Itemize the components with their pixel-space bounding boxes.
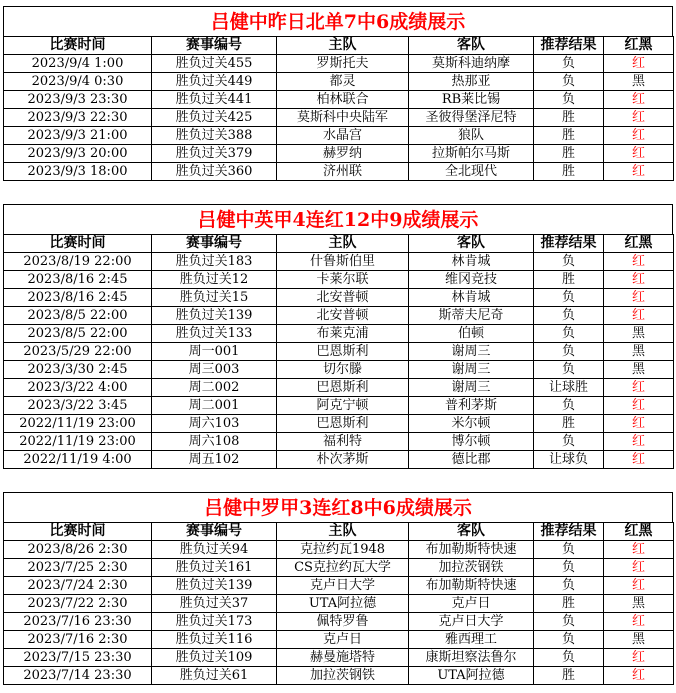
- table-row: [4, 451, 674, 469]
- match-id: 胜负过关441: [152, 91, 277, 109]
- match-id: 周六108: [152, 433, 277, 451]
- results-section-beidan: [3, 6, 673, 181]
- recommendation: 胜: [534, 145, 604, 163]
- result-badge: 黑: [604, 631, 674, 649]
- column-header: 推荐结果: [534, 235, 604, 253]
- recommendation: 负: [534, 613, 604, 631]
- table-row: [4, 55, 674, 73]
- home-team: 福利特: [277, 433, 409, 451]
- result-badge: 红: [604, 91, 674, 109]
- home-team: 水晶宫: [277, 127, 409, 145]
- column-header: 主队: [277, 523, 409, 541]
- result-badge: 红: [604, 613, 674, 631]
- recommendation: 负: [534, 343, 604, 361]
- away-team: 谢周三: [409, 379, 534, 397]
- match-time: 2023/9/3 18:00: [4, 163, 152, 181]
- result-badge: 红: [604, 145, 674, 163]
- column-header: 推荐结果: [534, 37, 604, 55]
- match-id: 胜负过关388: [152, 127, 277, 145]
- recommendation: 负: [534, 307, 604, 325]
- recommendation: 负: [534, 631, 604, 649]
- recommendation: 让球胜: [534, 379, 604, 397]
- recommendation: 胜: [534, 109, 604, 127]
- home-team: 莫斯科中央陆军: [277, 109, 409, 127]
- recommendation: 负: [534, 91, 604, 109]
- away-team: 布加勒斯特快速: [409, 541, 534, 559]
- result-badge: 红: [604, 415, 674, 433]
- home-team: 克卢日: [277, 631, 409, 649]
- table-row: [4, 271, 674, 289]
- header-row: [4, 523, 674, 541]
- column-header: 赛事编号: [152, 523, 277, 541]
- recommendation: 负: [534, 253, 604, 271]
- home-team: 赫罗纳: [277, 145, 409, 163]
- column-header: 赛事编号: [152, 235, 277, 253]
- away-team: 热那亚: [409, 73, 534, 91]
- home-team: 柏林联合: [277, 91, 409, 109]
- home-team: 佩特罗鲁: [277, 613, 409, 631]
- match-id: 胜负过关173: [152, 613, 277, 631]
- result-badge: 红: [604, 127, 674, 145]
- result-badge: 红: [604, 559, 674, 577]
- match-time: 2023/9/3 20:00: [4, 145, 152, 163]
- table-row: [4, 163, 674, 181]
- match-id: 周一001: [152, 343, 277, 361]
- match-time: 2023/3/22 3:45: [4, 397, 152, 415]
- home-team: CS克拉约瓦大学: [277, 559, 409, 577]
- column-header: 比赛时间: [4, 523, 152, 541]
- home-team: 加拉茨钢铁: [277, 667, 409, 685]
- table-row: [4, 343, 674, 361]
- table-row: [4, 667, 674, 685]
- match-time: 2023/8/19 22:00: [4, 253, 152, 271]
- table-row: [4, 397, 674, 415]
- table-row: [4, 73, 674, 91]
- recommendation: 负: [534, 325, 604, 343]
- match-time: 2023/3/30 2:45: [4, 361, 152, 379]
- home-team: 巴恩斯利: [277, 379, 409, 397]
- match-time: 2023/7/16 2:30: [4, 631, 152, 649]
- home-team: 济州联: [277, 163, 409, 181]
- match-id: 胜负过关61: [152, 667, 277, 685]
- recommendation: 负: [534, 397, 604, 415]
- match-time: 2023/7/16 23:30: [4, 613, 152, 631]
- away-team: 全北现代: [409, 163, 534, 181]
- home-team: 巴恩斯利: [277, 343, 409, 361]
- away-team: 克卢日大学: [409, 613, 534, 631]
- recommendation: 胜: [534, 415, 604, 433]
- header-row: [4, 37, 674, 55]
- away-team: 莫斯科迪纳摩: [409, 55, 534, 73]
- recommendation: 胜: [534, 667, 604, 685]
- home-team: 巴恩斯利: [277, 415, 409, 433]
- results-section-romania-liga1: [3, 492, 673, 685]
- column-header: 红黑: [604, 235, 674, 253]
- recommendation: 胜: [534, 595, 604, 613]
- section-title: 吕健中英甲4连红12中9成绩展示: [3, 204, 673, 234]
- match-time: 2023/3/22 4:00: [4, 379, 152, 397]
- match-time: 2023/7/22 2:30: [4, 595, 152, 613]
- table-row: [4, 631, 674, 649]
- table-row: [4, 577, 674, 595]
- home-team: 卡莱尔联: [277, 271, 409, 289]
- away-team: 谢周三: [409, 361, 534, 379]
- section-title: 吕健中罗甲3连红8中6成绩展示: [3, 492, 673, 522]
- column-header: 比赛时间: [4, 235, 152, 253]
- column-header: 红黑: [604, 523, 674, 541]
- table-row: [4, 613, 674, 631]
- table-row: [4, 541, 674, 559]
- column-header: 客队: [409, 523, 534, 541]
- home-team: 赫曼施塔特: [277, 649, 409, 667]
- away-team: 维冈竞技: [409, 271, 534, 289]
- recommendation: 让球负: [534, 451, 604, 469]
- table-row: [4, 307, 674, 325]
- home-team: 北安普顿: [277, 289, 409, 307]
- table-row: [4, 145, 674, 163]
- away-team: 谢周三: [409, 343, 534, 361]
- match-time: 2022/11/19 4:00: [4, 451, 152, 469]
- recommendation: 负: [534, 433, 604, 451]
- match-time: 2023/8/5 22:00: [4, 325, 152, 343]
- column-header: 主队: [277, 37, 409, 55]
- result-badge: 红: [604, 397, 674, 415]
- match-id: 胜负过关139: [152, 577, 277, 595]
- recommendation: 胜: [534, 127, 604, 145]
- match-id: 胜负过关37: [152, 595, 277, 613]
- table-row: [4, 361, 674, 379]
- away-team: 加拉茨钢铁: [409, 559, 534, 577]
- match-time: 2023/9/3 21:00: [4, 127, 152, 145]
- recommendation: 负: [534, 649, 604, 667]
- results-table: [3, 522, 674, 685]
- match-time: 2023/9/3 22:30: [4, 109, 152, 127]
- match-id: 胜负过关94: [152, 541, 277, 559]
- match-id: 胜负过关449: [152, 73, 277, 91]
- match-time: 2023/7/14 23:30: [4, 667, 152, 685]
- result-badge: 红: [604, 379, 674, 397]
- table-row: [4, 325, 674, 343]
- home-team: 什鲁斯伯里: [277, 253, 409, 271]
- table-row: [4, 253, 674, 271]
- match-time: 2023/9/3 23:30: [4, 91, 152, 109]
- match-id: 周三003: [152, 361, 277, 379]
- match-id: 胜负过关183: [152, 253, 277, 271]
- away-team: 博尔顿: [409, 433, 534, 451]
- result-badge: 红: [604, 577, 674, 595]
- column-header: 红黑: [604, 37, 674, 55]
- result-badge: 红: [604, 541, 674, 559]
- match-id: 周二001: [152, 397, 277, 415]
- recommendation: 负: [534, 55, 604, 73]
- result-badge: 黑: [604, 343, 674, 361]
- header-row: [4, 235, 674, 253]
- match-time: 2023/8/16 2:45: [4, 289, 152, 307]
- result-badge: 红: [604, 667, 674, 685]
- table-row: [4, 433, 674, 451]
- home-team: 朴次茅斯: [277, 451, 409, 469]
- result-badge: 黑: [604, 325, 674, 343]
- match-time: 2023/8/5 22:00: [4, 307, 152, 325]
- table-row: [4, 127, 674, 145]
- away-team: 康斯坦察法鲁尔: [409, 649, 534, 667]
- column-header: 主队: [277, 235, 409, 253]
- table-row: [4, 379, 674, 397]
- away-team: 伯顿: [409, 325, 534, 343]
- match-id: 胜负过关425: [152, 109, 277, 127]
- recommendation: 负: [534, 73, 604, 91]
- away-team: 圣彼得堡泽尼特: [409, 109, 534, 127]
- result-badge: 黑: [604, 73, 674, 91]
- away-team: 斯蒂夫尼奇: [409, 307, 534, 325]
- home-team: 北安普顿: [277, 307, 409, 325]
- section-title: 吕健中昨日北单7中6成绩展示: [3, 6, 673, 36]
- column-header: 比赛时间: [4, 37, 152, 55]
- result-badge: 红: [604, 271, 674, 289]
- home-team: 布莱克浦: [277, 325, 409, 343]
- result-badge: 红: [604, 289, 674, 307]
- home-team: 克卢日大学: [277, 577, 409, 595]
- home-team: 罗斯托夫: [277, 55, 409, 73]
- match-id: 周六103: [152, 415, 277, 433]
- match-time: 2023/9/4 1:00: [4, 55, 152, 73]
- result-badge: 黑: [604, 361, 674, 379]
- away-team: 狼队: [409, 127, 534, 145]
- home-team: UTA阿拉德: [277, 595, 409, 613]
- away-team: 雅西理工: [409, 631, 534, 649]
- recommendation: 胜: [534, 271, 604, 289]
- home-team: 都灵: [277, 73, 409, 91]
- result-badge: 红: [604, 451, 674, 469]
- match-id: 胜负过关455: [152, 55, 277, 73]
- table-row: [4, 415, 674, 433]
- home-team: 切尔滕: [277, 361, 409, 379]
- away-team: 布加勒斯特快速: [409, 577, 534, 595]
- recommendation: 负: [534, 289, 604, 307]
- results-table: [3, 234, 674, 469]
- match-time: 2023/5/29 22:00: [4, 343, 152, 361]
- away-team: 克卢日: [409, 595, 534, 613]
- match-id: 周二002: [152, 379, 277, 397]
- home-team: 阿克宁顿: [277, 397, 409, 415]
- match-time: 2022/11/19 23:00: [4, 415, 152, 433]
- match-id: 胜负过关12: [152, 271, 277, 289]
- match-id: 胜负过关379: [152, 145, 277, 163]
- match-id: 胜负过关116: [152, 631, 277, 649]
- result-badge: 红: [604, 109, 674, 127]
- result-badge: 红: [604, 649, 674, 667]
- match-time: 2023/8/16 2:45: [4, 271, 152, 289]
- results-table: [3, 36, 674, 181]
- recommendation: 负: [534, 577, 604, 595]
- table-row: [4, 289, 674, 307]
- home-team: 克拉约瓦1948: [277, 541, 409, 559]
- match-time: 2023/9/4 0:30: [4, 73, 152, 91]
- column-header: 客队: [409, 37, 534, 55]
- match-time: 2023/7/24 2:30: [4, 577, 152, 595]
- results-section-league-one: [3, 204, 673, 469]
- match-time: 2023/7/15 23:30: [4, 649, 152, 667]
- recommendation: 负: [534, 559, 604, 577]
- table-row: [4, 559, 674, 577]
- match-id: 胜负过关139: [152, 307, 277, 325]
- away-team: 拉斯帕尔马斯: [409, 145, 534, 163]
- away-team: 林肯城: [409, 289, 534, 307]
- result-badge: 黑: [604, 595, 674, 613]
- away-team: UTA阿拉德: [409, 667, 534, 685]
- result-badge: 红: [604, 253, 674, 271]
- match-time: 2023/8/26 2:30: [4, 541, 152, 559]
- match-id: 周五102: [152, 451, 277, 469]
- recommendation: 胜: [534, 163, 604, 181]
- away-team: 普利茅斯: [409, 397, 534, 415]
- column-header: 客队: [409, 235, 534, 253]
- recommendation: 负: [534, 361, 604, 379]
- away-team: RB莱比锡: [409, 91, 534, 109]
- table-row: [4, 109, 674, 127]
- table-row: [4, 595, 674, 613]
- recommendation: 负: [534, 541, 604, 559]
- match-id: 胜负过关161: [152, 559, 277, 577]
- column-header: 赛事编号: [152, 37, 277, 55]
- match-id: 胜负过关360: [152, 163, 277, 181]
- table-row: [4, 91, 674, 109]
- match-time: 2023/7/25 2:30: [4, 559, 152, 577]
- column-header: 推荐结果: [534, 523, 604, 541]
- table-row: [4, 649, 674, 667]
- match-id: 胜负过关109: [152, 649, 277, 667]
- away-team: 德比郡: [409, 451, 534, 469]
- match-id: 胜负过关15: [152, 289, 277, 307]
- away-team: 林肯城: [409, 253, 534, 271]
- away-team: 米尔顿: [409, 415, 534, 433]
- result-badge: 红: [604, 307, 674, 325]
- match-time: 2022/11/19 23:00: [4, 433, 152, 451]
- result-badge: 红: [604, 433, 674, 451]
- result-badge: 红: [604, 55, 674, 73]
- result-badge: 红: [604, 163, 674, 181]
- match-id: 胜负过关133: [152, 325, 277, 343]
